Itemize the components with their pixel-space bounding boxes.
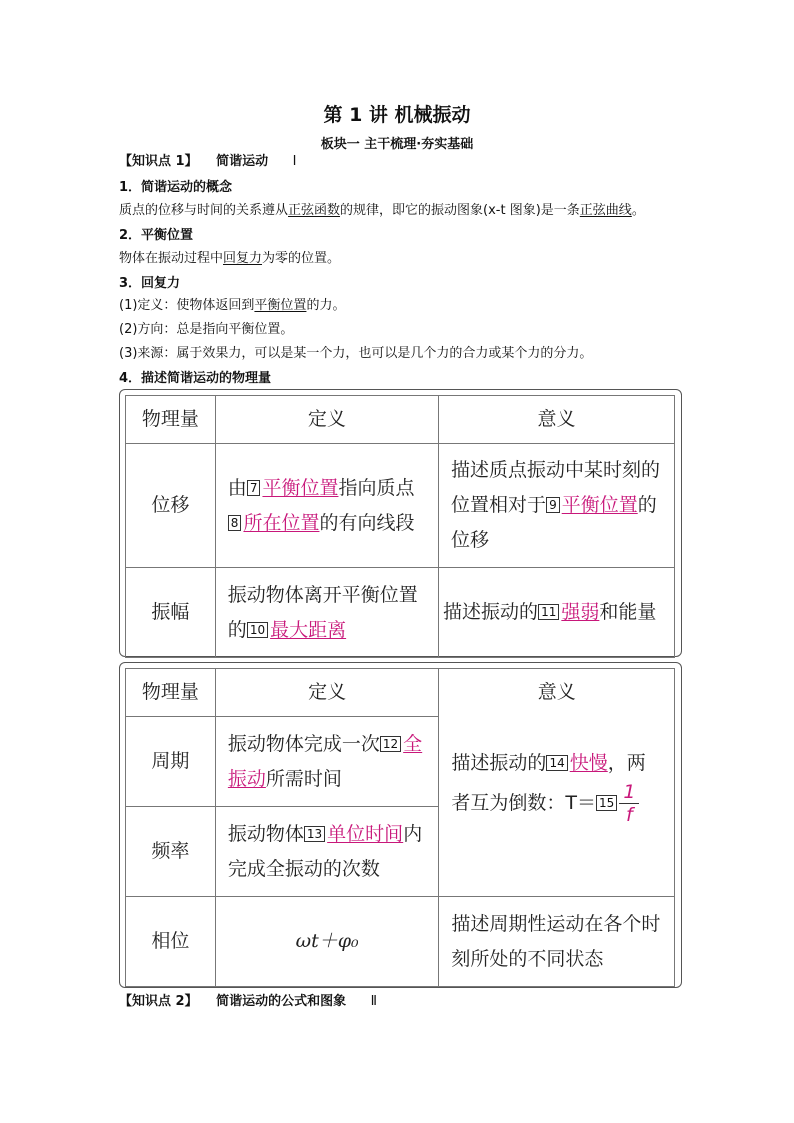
phase-definition-formula: ωt＋φ₀	[215, 897, 439, 987]
s2-text-1: 物体在振动过程中	[119, 251, 224, 266]
kp1-topic: 简谐运动	[216, 154, 269, 169]
row-name-period: 周期	[126, 717, 216, 807]
kp1-level: Ⅰ	[292, 154, 297, 169]
s1-text-3: 。	[631, 203, 645, 218]
text: 描述质点振动中某时刻的位置相对于	[451, 459, 661, 516]
row-name-displacement: 位移	[126, 444, 216, 568]
blank-number-10: 10	[247, 622, 268, 638]
text: 内完成全振动的次数	[227, 822, 423, 880]
table-row	[126, 444, 675, 568]
s1-answer-1: 正弦函数	[288, 203, 341, 218]
answer-7: 平衡位置	[262, 476, 339, 499]
table2-header-quantity: 物理量	[126, 669, 216, 717]
shared-meaning-text	[451, 746, 662, 826]
s3-def-answer: 平衡位置	[254, 298, 307, 313]
amplitude-meaning	[439, 568, 675, 658]
blank-number-8: 8	[228, 515, 242, 531]
s3-def-end: 的力。	[306, 298, 346, 313]
fraction-numerator: 1	[619, 781, 639, 804]
table2-header-meaning: 意义	[537, 681, 576, 703]
fraction-denominator: f	[626, 804, 633, 826]
blank-number-7: 7	[247, 480, 261, 496]
text: 由	[227, 476, 247, 499]
section-subtitle: 板块一 主干梳理·夯实基础	[320, 137, 474, 152]
table1-header-quantity: 物理量	[126, 396, 216, 444]
text: 和能量	[599, 601, 657, 623]
frequency-definition	[215, 807, 439, 897]
text: 描述振动的	[443, 601, 539, 623]
table1-header-definition: 定义	[215, 396, 438, 444]
knowledge-point-1	[119, 153, 297, 171]
s2-answer-1: 回复力	[223, 251, 263, 266]
fraction-answer-15	[619, 781, 639, 826]
blank-number-9: 9	[546, 497, 560, 513]
answer-9: 平衡位置	[561, 494, 638, 516]
displacement-definition	[215, 444, 438, 568]
text: ，两者互为倒数：T＝	[451, 752, 646, 814]
kp2-level: Ⅱ	[370, 994, 378, 1009]
row-name-phase: 相位	[126, 897, 216, 987]
kp2-topic: 简谐运动的公式和图象	[216, 994, 347, 1009]
s1-paragraph	[119, 202, 645, 220]
table1-header-meaning: 意义	[439, 396, 675, 444]
blank-number-11: 11	[538, 604, 559, 620]
answer-11: 强弱	[561, 601, 600, 623]
table2-header-row	[126, 669, 675, 717]
s3-source: (3)来源：属于效果力，可以是某一个力，也可以是几个力的合力或某个力的分力。	[119, 346, 593, 361]
s1-text-2: 的规律，即它的振动图象(x-t 图象)是一条	[340, 203, 580, 218]
knowledge-point-2	[119, 993, 377, 1011]
text: 的有向线段	[319, 511, 415, 534]
s1-heading: 1．简谐运动的概念	[119, 180, 233, 195]
blank-number-12: 12	[380, 736, 401, 752]
answer-14: 快慢	[569, 752, 608, 774]
table2-header-definition: 定义	[215, 669, 439, 717]
s3-definition	[119, 297, 345, 315]
s2-heading: 2．平衡位置	[119, 228, 194, 243]
page-title: 第 1 讲 机械振动	[323, 104, 471, 126]
s1-text-1: 质点的位移与时间的关系遵从	[119, 203, 289, 218]
s2-paragraph	[119, 250, 340, 268]
blank-number-15: 15	[596, 795, 617, 811]
text: 的位移	[451, 494, 657, 551]
kp1-label: 【知识点 1】	[119, 154, 198, 169]
blank-number-13: 13	[304, 826, 325, 842]
answer-12: 全振动	[227, 732, 423, 790]
kp2-label: 【知识点 2】	[119, 994, 198, 1009]
table1-header-row	[126, 396, 675, 444]
s3-heading: 3．回复力	[119, 276, 181, 291]
phase-meaning: 描述周期性运动在各个时刻所处的不同状态	[439, 897, 675, 987]
text: 指向质点	[338, 476, 415, 499]
s3-direction: (2)方向：总是指向平衡位置。	[119, 322, 294, 337]
displacement-meaning	[439, 444, 675, 568]
row-name-frequency: 频率	[126, 807, 216, 897]
period-definition	[215, 717, 439, 807]
s2-text-2: 为零的位置。	[262, 251, 341, 266]
text: 振动物体离开平衡位置的	[227, 583, 418, 641]
table1	[125, 395, 675, 658]
answer-10: 最大距离	[270, 618, 347, 641]
table-row	[126, 568, 675, 658]
text: 振动物体完成一次	[227, 732, 380, 755]
s1-answer-2: 正弦曲线	[579, 203, 632, 218]
s3-def-text: (1)定义：使物体返回到	[119, 298, 255, 313]
blank-number-14: 14	[546, 755, 567, 771]
amplitude-definition	[215, 568, 438, 658]
answer-8: 所在位置	[243, 511, 320, 534]
text: 所需时间	[265, 767, 342, 790]
table-row	[126, 897, 675, 987]
period-frequency-meaning	[439, 669, 675, 897]
text: 振动物体	[227, 822, 304, 845]
table2	[125, 668, 675, 987]
answer-13: 单位时间	[327, 822, 404, 845]
s4-heading: 4．描述简谐运动的物理量	[119, 371, 272, 386]
row-name-amplitude: 振幅	[126, 568, 216, 658]
text: 描述振动的	[451, 752, 547, 774]
